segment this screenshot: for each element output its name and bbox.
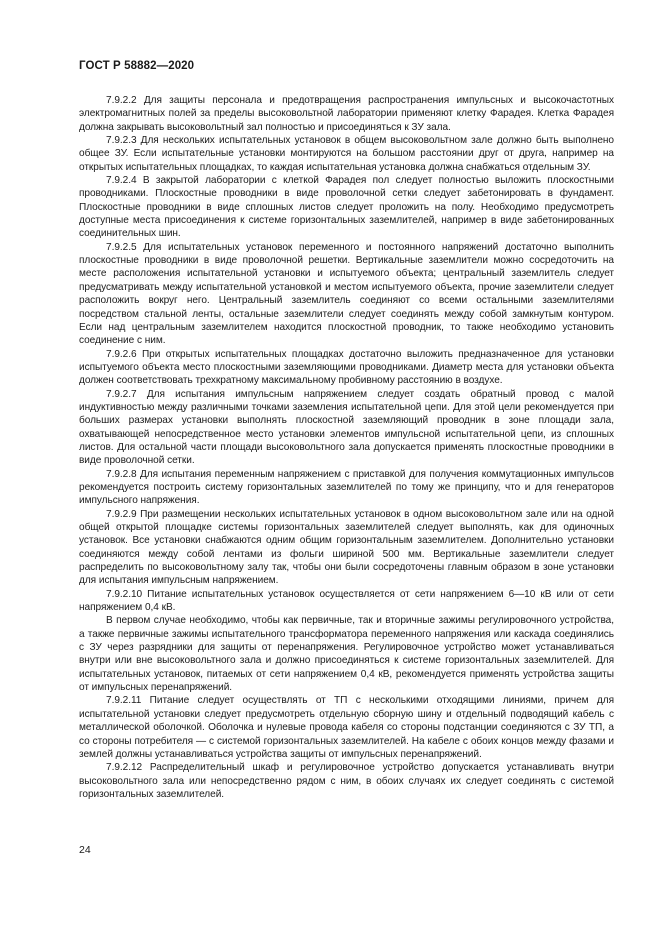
paragraph-7-9-2-2: 7.9.2.2 Для защиты персонала и предотвращения распространения импульсных и высокочастотных электромагнитных полей за пределы высоковольтной лаборатории применяют клетку Фарадея. Клетка Фарадея должна закрывать высоковольтный зал полностью и присоединяться к ЗУ зала. xyxy=(79,95,614,133)
page-number: 24 xyxy=(79,844,91,856)
document-header: ГОСТ Р 58882—2020 xyxy=(79,60,195,72)
paragraph-7-9-2-6: 7.9.2.6 При открытых испытательных площадках достаточно выложить предназначенное для установки испытуемого объекта место плоскостными заземляющими проводниками. Диаметр места для установки объекта должен соответствовать трехкратному максимальному пробивному расстоянию в воздухе. xyxy=(79,348,614,387)
paragraph-7-9-2-3: 7.9.2.3 Для нескольких испытательных установок в общем высоковольтном зале должно быть выполнено общее ЗУ. Если испытательные установки монтируются на большом расстоянии друг от друга, например на открытых испытательных площадках, то каждая испытательная установка должна снабжаться отдельным ЗУ. xyxy=(79,135,614,173)
paragraph-7-9-2-7: 7.9.2.7 Для испытания импульсным напряжением следует создать обратный провод с малой индуктивностью между различными точками заземления испытательной цепи. Для этой цели рекомендуется при больших размерах установки выполнять плоскостной заземляющий проводник в зоне площади зала, охватывающей непосредственное место установки элементов импульсной испытательной цепи, из сплошных листов. Для остальной части площади высоковольтного зала допускается применять плоскостные проводники в виде проволочной сетки. xyxy=(79,388,614,467)
paragraph-7-9-2-5: 7.9.2.5 Для испытательных установок переменного и постоянного напряжений достаточно выполнить плоскостные проводники в виде проволочной решетки. Вертикальные заземлители можно сосредоточить на месте расположения испытательной установки и испытуемого объекта; центральный заземлитель следует предусматривать между испытательной установкой и местом испытуемого объекта, прочие заземлители следует расположить вокруг него. Центральный заземлитель соединяют со всеми остальными заземлителями посредством стальной ленты, остальные заземлители следует соединять между собой замкнутым контуром. Если над центральным заземлителем находится плоскостной проводник, то также необходимо установить соединение с ним. xyxy=(79,241,614,347)
paragraph-7-9-2-10: 7.9.2.10 Питание испытательных установок осуществляется от сети напряжением 6—10 кВ или от сети напряжением 0,4 кВ. xyxy=(79,588,614,614)
document-body xyxy=(79,94,614,801)
paragraph-7-9-2-12: 7.9.2.12 Распределительный шкаф и регулировочное устройство допускается устанавливать внутри высоковольтного зала или непосредственно рядом с ним, в обоих случаях их следует соединять с системой горизонтальных заземлителей. xyxy=(79,762,614,800)
paragraph-7-9-2-8: 7.9.2.8 Для испытания переменным напряжением с приставкой для получения коммутационных импульсов рекомендуется построить систему горизонтальных заземлителей по тому же принципу, что и для генераторов импульсного напряжения. xyxy=(79,468,614,507)
paragraph-7-9-2-4: 7.9.2.4 В закрытой лаборатории с клеткой Фарадея пол следует полностью выложить плоскостными проводниками. Плоскостные проводники в виде проволочной сетки следует забетонировать в фундамент. Плоскостные проводники в виде сплошных листов следует проложить на полу. Необходимо предусмотреть доступные места присоединения к системе горизонтальных заземлителей, например в виде забетонированных соединительных шин. xyxy=(79,175,614,240)
paragraph-7-9-2-10-continued: В первом случае необходимо, чтобы как первичные, так и вторичные зажимы регулировочного устройства, а также первичные зажимы испытательного трансформатора переменного напряжения или каскада соединялись с ЗУ через разрядники для защиты от перенапряжения. Регулировочное устройство может устанавливаться внутри или вне высоковольтного зала и должно присоединяться к системе горизонтальных заземлителей. Для испытательных установок, питаемых от сети напряжением 0,4 кВ, рекомендуется применять устройства защиты от импульсных перенапряжений. xyxy=(79,615,614,694)
paragraph-7-9-2-9: 7.9.2.9 При размещении нескольких испытательных установок в одном высоковольтном зале или на одной общей открытой площадке системы горизонтальных заземлителей следует выполнять, как для одиночных установок. Все установки снабжаются одним общим горизонтальным заземлителем. Дополнительно установки соединяются между собой лентами из фольги шириной 500 мм. Вертикальные заземлители следует распределить по высоковольтному залу так, чтобы они были сосредоточены главным образом в зоне установки для испытания импульсным напряжением. xyxy=(79,508,614,587)
paragraph-7-9-2-11: 7.9.2.11 Питание следует осуществлять от ТП с несколькими отходящими линиями, причем для испытательной установки следует предусмотреть отдельную сборную шину и отдельный подводящий кабель с металлической оболочкой. Оболочка и нулевые провода кабеля со стороны подстанции соединяются с ЗУ ТП, а со стороны потребителя — с системой горизонтальных заземлителей. На кабеле с обоих концов между фазами и землей должны устанавливаться устройства защиты от импульсных перенапряжений. xyxy=(79,695,614,760)
